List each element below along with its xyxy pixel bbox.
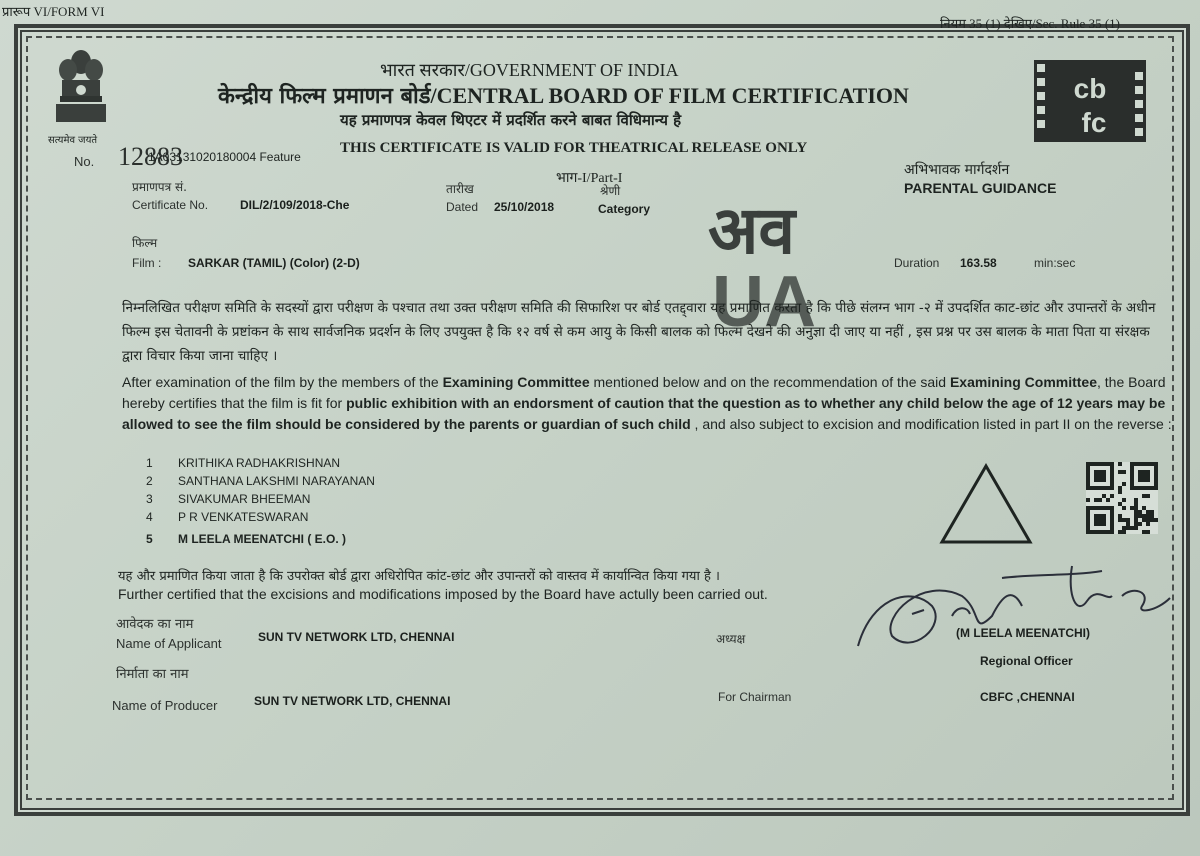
officer-title: Regional Officer — [980, 654, 1073, 668]
category-hindi: श्रेणी — [600, 184, 621, 198]
cert-no-value: DIL/2/109/2018-Che — [240, 198, 350, 212]
cert-no-label: Certificate No. — [132, 198, 209, 212]
film-label: Film : — [132, 256, 162, 270]
category-label: Category — [598, 202, 651, 216]
en-text-6: public exhibition with an endorsment of caution that the question as to whether any child below the age of 12 years may be allowed to see the film should be considered by the parents or guardian of such child — [122, 395, 1166, 432]
english-paragraph — [122, 372, 1174, 435]
duration-value: 163.58 — [960, 256, 997, 270]
guidance-hindi: अभिभावक मार्गदर्शन — [904, 162, 1010, 178]
member-item: 5 M LEELA MEENATCHI ( E.O. ) — [146, 532, 346, 546]
producer-value: SUN TV NETWORK LTD, CHENNAI — [254, 694, 451, 708]
qr-code-icon — [1086, 462, 1158, 539]
applicant-label-hindi: आवेदक का नाम — [116, 617, 194, 632]
officer-office: CBFC ,CHENNAI — [980, 690, 1075, 704]
emblem-motto: सत्यमेव जयते — [48, 135, 98, 146]
en-text-2: Examining Committee — [442, 374, 590, 390]
header-line-3: यह प्रमाणपत्र केवल थिएटर में प्रदर्शित करने बाबत विधिमान्य है — [340, 111, 682, 129]
member-item: 1 KRITHIKA RADHAKRISHNAN — [146, 456, 341, 470]
further-english: Further certified that the excisions and modifications imposed by the Board have actully been carried out. — [118, 586, 768, 602]
en-text-7: , and also subject to excision and modification listed in part II on the reverse : — [690, 416, 1172, 432]
applicant-value: SUN TV NETWORK LTD, CHENNAI — [258, 630, 455, 644]
no-label: No. — [74, 154, 95, 169]
cert-no-hindi: प्रमाणपत्र सं. — [132, 180, 187, 194]
svg-text:fc: fc — [1081, 107, 1107, 138]
header-line-4: THIS CERTIFICATE IS VALID FOR THEATRICAL RELEASE ONLY — [340, 140, 808, 156]
header-english: /CENTRAL BOARD OF FILM CERTIFICATION — [430, 83, 909, 108]
rating-ua: UA — [712, 262, 816, 342]
member-item: 3 SIVAKUMAR BHEEMAN — [146, 492, 311, 506]
further-hindi: यह और प्रमाणित किया जाता है कि उपरोक्त बोर्ड द्वारा अधिरोपित कांट-छांट और उपान्तरों को वास्तव में कार्यान्वित किया गया है । — [118, 569, 720, 584]
duration-unit: min:sec — [1034, 256, 1076, 270]
cbfc-logo-icon — [1034, 60, 1146, 142]
applicant-label: Name of Applicant — [116, 636, 222, 651]
member-item: 2 SANTHANA LAKSHMI NARAYANAN — [146, 474, 375, 488]
header-hindi: केन्द्रीय फिल्म प्रमाणन बोर्ड — [218, 84, 431, 109]
hindi-paragraph: निम्नलिखित परीक्षण समिति के सदस्यों द्वारा परीक्षण के पश्चात तथा उक्त परीक्षण समिति की सिफारिश पर बोर्ड एतद्द्वारा यह प्रमाणित करता है कि पीछे संलग्न भाग -२ में उपदर्शित काट-छांट और उपान्तरों के अधीन फिल्म इस चेतावनी के प्रष्टांकन के साथ सार्वजनिक प्रदर्शन के लिए उपयुक्त है कि १२ वर्ष से कम आयु के किसी बालक को फिल्म देखने की अनुज्ञा दी जाए या नहीं , इस प्रश्न पर उस बालक के माता पिता या संरक्षक द्वारा विचार किया जाना चाहिए । — [122, 300, 1156, 364]
form-label: प्रारूप VI/FORM VI — [2, 4, 105, 19]
film-label-hindi: फिल्म — [132, 236, 158, 250]
triangle-mark-icon — [938, 462, 1034, 551]
officer-name: (M LEELA MEENATCHI) — [956, 626, 1090, 640]
header-line-1: भारत सरकार/GOVERNMENT OF INDIA — [380, 60, 679, 80]
member-item: 4 P R VENKATESWARAN — [146, 510, 309, 524]
producer-label: Name of Producer — [112, 698, 218, 713]
duration-label: Duration — [894, 256, 940, 270]
rule-label: नियम 35 (1) देखिए/Sec. Rule 35 (1) — [940, 16, 1120, 31]
serial-number: 12883 — [118, 142, 183, 171]
header-line-2 — [218, 80, 909, 110]
film-title: SARKAR (TAMIL) (Color) (2-D) — [188, 256, 360, 270]
en-text-4: Examining Committee — [949, 374, 1097, 390]
chairman-hindi: अध्यक्ष — [716, 632, 746, 646]
guidance-label: PARENTAL GUIDANCE — [904, 180, 1057, 196]
en-text-1: After examination of the film by the members of the — [122, 374, 443, 390]
date-value: 25/10/2018 — [494, 200, 555, 214]
rating-hindi: अव — [708, 192, 796, 269]
national-emblem-icon — [52, 46, 110, 138]
date-label: Dated — [446, 200, 479, 214]
en-text-5: , the Board hereby certifies that the film is fit for — [122, 374, 1166, 411]
part-label: भाग-I/Part-I — [556, 171, 623, 186]
en-text-3: mentioned below and on the recommendation of the said — [589, 374, 950, 390]
feature-id: 1A03131020180004 Feature — [148, 150, 301, 164]
svg-text:cb: cb — [1073, 73, 1107, 104]
producer-label-hindi: निर्माता का नाम — [116, 667, 189, 682]
date-hindi: तारीख — [446, 182, 474, 196]
chairman-label: For Chairman — [718, 690, 792, 704]
